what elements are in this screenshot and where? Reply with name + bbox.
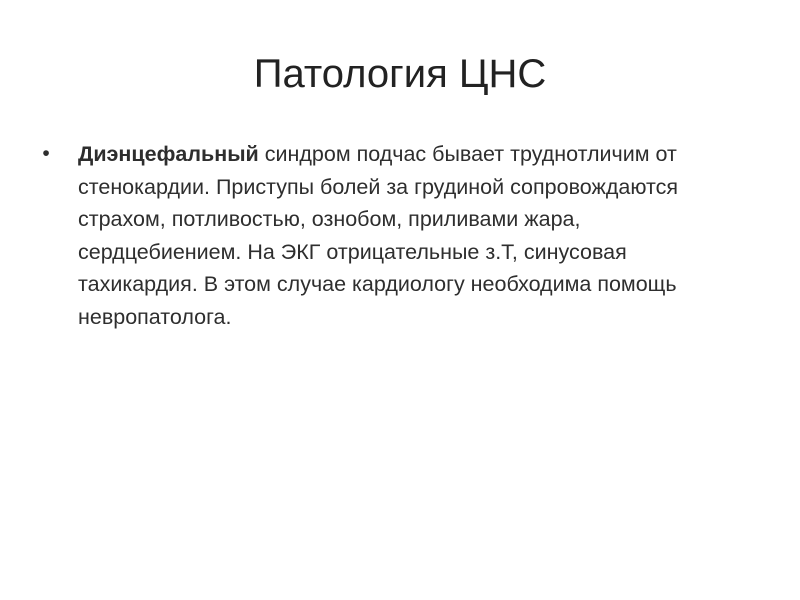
bullet-item [36, 138, 696, 333]
bullet-text: синдром подчас бывает труднотличим от стенокардии. Приступы болей за грудиной сопровождаются страхом, потливостью, ознобом, приливами жара, сердцебиением. На ЭКГ отрицательные з.Т, синусовая тахикардия. В этом случае кардиологу необходима помощь невропатолога. [78, 142, 679, 329]
bullet-icon: • [42, 142, 50, 165]
slide-title: Патология ЦНС [253, 52, 547, 96]
bullet-bold-term: Диэнцефальный [78, 142, 259, 166]
bullet-list [36, 138, 696, 333]
